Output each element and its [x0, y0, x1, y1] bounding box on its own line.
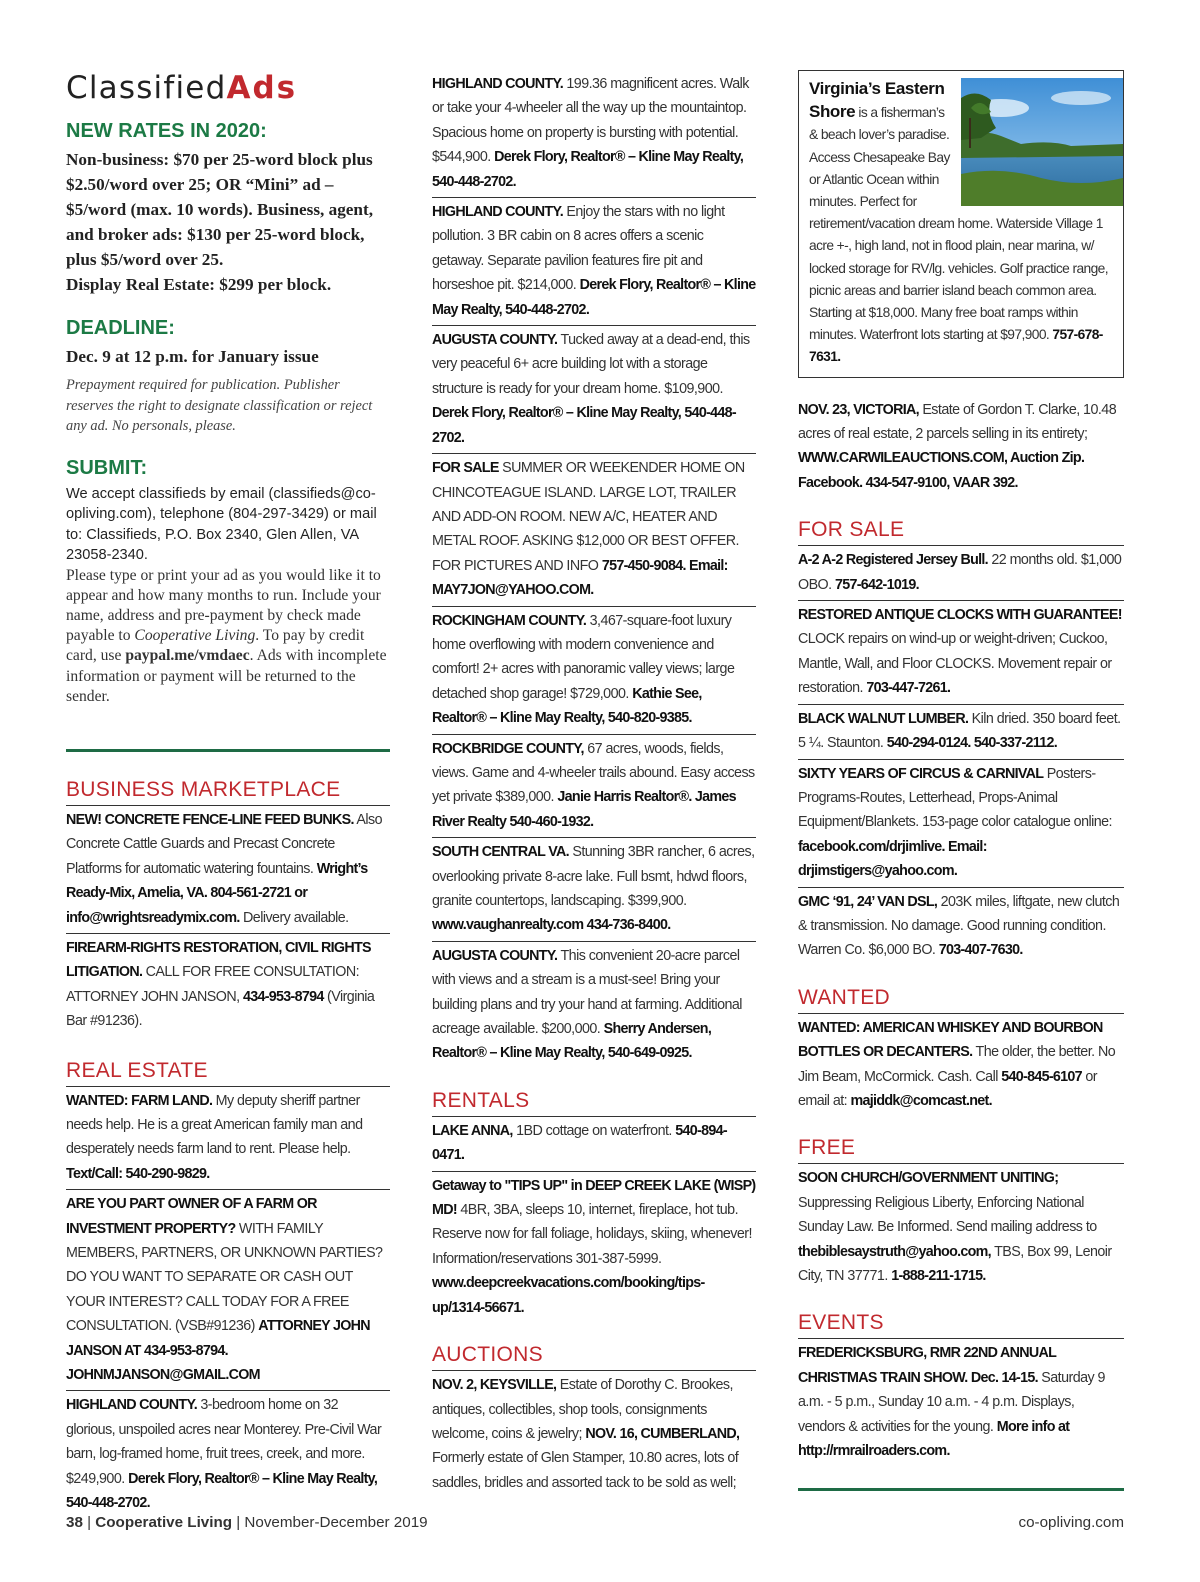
ad-text: 3,467-square-foot luxury home overflowing with modern convenience and comfort! 2+ acres with panoramic valley views; large detached shop garage! $729,000. [432, 612, 735, 702]
classified-ad [798, 1164, 1124, 1291]
classified-ad [66, 1087, 390, 1191]
eastern-shore-phone: 757-678-7631. [809, 327, 1103, 365]
classified-ad [432, 70, 756, 198]
auction-ad-text: Estate of Dorothy C. Brookes, antiques, collectibles, shop tools, consignments welcome, coins & jewelry; [432, 1377, 733, 1442]
deadline-note: Prepayment required for publication. Publisher reserves the right to designate classification or reject any ad. No personals, please. [66, 377, 373, 434]
masthead-ads: Ads [226, 70, 298, 106]
ad-text: SUMMER OR WEEKENDER HOME ON CHINCOTEAGUE ISLAND. LARGE LOT, TRAILER AND ADD-ON ROOM. NEW A/C, HEATER AND METAL ROOF. ASKING $12,000 OR BEST OFFER. FOR PICTURES AND INFO [432, 460, 745, 574]
eastern-shore-title-2: Shore [809, 102, 856, 122]
classified-ad [432, 735, 756, 839]
ad-text: Delivery available. [239, 909, 349, 926]
real-estate-ads-col1 [66, 1087, 390, 1519]
classified-ad [798, 546, 1124, 601]
website[interactable]: co-opliving.com [1018, 1514, 1124, 1531]
ad-highlight: SIXTY YEARS OF CIRCUS & CARNIVAL [798, 765, 1044, 782]
business-ads [66, 806, 390, 1037]
ad-text: Tucked away at a dead-end, this very peaceful 6+ acre building lot with a storage structure is ready for your dream home. $109,900. [432, 332, 750, 397]
ad-highlight: FOR SALE [432, 460, 499, 477]
display-rate: Display Real Estate: $299 per block. [66, 275, 332, 294]
classified-ad [432, 1172, 756, 1323]
column-2 [432, 70, 756, 1498]
ad-text: 203K miles, liftgate, new clutch & transmission. No damage. Good running condition. Warren Co. $6,000 BO. [798, 893, 1120, 959]
ad-highlight: AUGUSTA COUNTY. [432, 332, 558, 349]
ad-highlight: 540-894-0471. [432, 1122, 727, 1164]
eastern-shore-content [799, 78, 1123, 369]
ad-highlight: 757-642-1019. [834, 576, 919, 593]
auction-victoria-contact: Auction Zip. Facebook. 434-547-9100, VAAR 392. [798, 450, 1085, 491]
ad-highlight: ATTORNEY JOHN JANSON AT 434-953-8794. JOHNMJANSON@GMAIL.COM [66, 1318, 370, 1384]
eastern-shore-body: is a fisherman’s & beach lover’s paradise. Access Chesapeake Bay or Atlantic Ocean within minutes. Perfect for retirement/vacation dream home. Waterside Village 1 acre +-, high land, not in flood plain, near marina, w/ locked storage for RV/lg. vehicles. Golf practice range, picnic areas and barrier island beach common area. Starting at $18,000. Many free boat ramps within minutes. Waterfront lots starting at $97,900. [809, 105, 1108, 343]
ad-highlight: HIGHLAND COUNTY. [432, 76, 563, 92]
ad-highlight: Derek Flory, Realtor® – Kline May Realty, 540-448-2702. [66, 1470, 378, 1512]
classified-ad [432, 454, 756, 606]
ad-highlight: SOUTH CENTRAL VA. [432, 844, 569, 861]
ad-text: or email at: [798, 1068, 1097, 1109]
ad-highlight: RESTORED ANTIQUE CLOCKS WITH GUARANTEE! [798, 607, 1122, 624]
ad-highlight: Sherry Andersen, Realtor® – Kline May Realty, 540-649-0925. [432, 1021, 712, 1062]
ad-text: 4BR, 3BA, sleeps 10, internet, fireplace, hot tub. Reserve now for fall foliage, holidays, skiing, whenever! Information/reservations 301-387-5999. [432, 1202, 752, 1267]
ad-highlight: 540-294-0124. 540-337-2112. [886, 735, 1058, 752]
page-number: 38 [66, 1514, 83, 1531]
ad-highlight: 703-447-7261. [866, 680, 951, 697]
ad-highlight: AUGUSTA COUNTY. [432, 947, 558, 964]
classified-ad [798, 601, 1124, 705]
ad-text: 199.36 magnificent acres. Walk or take your 4-wheeler all the way up the mountaintop. Spacious home on property is bursting with potential. $544,900. [432, 76, 749, 166]
ad-highlight: More info at http://rmrailroaders.com. [798, 1418, 1070, 1460]
ad-highlight: ARE YOU PART OWNER OF A FARM OR INVESTMENT PROPERTY? [66, 1196, 317, 1237]
ad-highlight: WANTED: FARM LAND. [66, 1092, 213, 1109]
ad-highlight: ROCKBRIDGE COUNTY, [432, 740, 584, 757]
submit-heading: SUBMIT: [66, 456, 148, 479]
classified-ad [798, 1339, 1124, 1466]
eastern-shore-title: Virginia’s Eastern [809, 79, 945, 98]
footer-separator: | [82, 1514, 96, 1531]
page-footer [66, 1514, 1124, 1531]
ad-highlight: WANTED: AMERICAN WHISKEY AND BOURBON BOTTLES OR DECANTERS. [798, 1019, 1103, 1061]
auction-victoria-link[interactable]: WWW.CARWILEAUCTIONS.COM, [798, 450, 1008, 467]
ad-text: Posters-Programs-Routes, Letterhead, Props-Animal Equipment/Blankets. 153-page color catalogue online: [798, 765, 1112, 831]
deadline-date: Dec. 9 at 12 p.m. for January issue [66, 347, 319, 366]
footer-separator-2: | [232, 1514, 245, 1531]
ad-text: My deputy sheriff partner needs help. He is a great American family man and desperately needs farm land to rent. Please help. [66, 1092, 363, 1158]
business-marketplace-heading: BUSINESS MARKETPLACE [66, 778, 390, 806]
ad-highlight: 540-845-6107 [1001, 1068, 1082, 1085]
for-sale-ads [798, 546, 1124, 966]
ad-highlight: facebook.com/drjimlive. Email: drjimstigers@yahoo.com. [798, 838, 987, 880]
free-ads [798, 1164, 1124, 1291]
deadline-heading: DEADLINE: [66, 317, 175, 339]
submit-contact: We accept classifieds by email (classifieds@co-opliving.com), telephone (804-297-3429) or mail to: Classifieds, P.O. Box 2340, Glen Allen, VA 23058-2340. [66, 485, 377, 563]
classified-ad [432, 838, 756, 942]
ad-highlight: Derek Flory, Realtor® – Kline May Realty, 540-448-2702. [432, 149, 744, 190]
rentals-heading: RENTALS [432, 1089, 756, 1117]
classified-ad [798, 760, 1124, 888]
ad-highlight: www.deepcreekvacations.com/booking/tips-up/1314-56671. [432, 1275, 705, 1316]
ad-highlight: 703-407-7630. [938, 942, 1023, 959]
ad-highlight: FIREARM-RIGHTS RESTORATION, CIVIL RIGHTS LITIGATION. [66, 939, 371, 981]
ad-highlight: Text/Call: 540-290-9829. [66, 1165, 210, 1182]
masthead-classified: Classified [66, 70, 227, 106]
submit-instructions-b: . To pay by credit card, use [66, 627, 365, 665]
ad-text: Kiln dried. 350 board feet. 5 ¼. Staunton. [798, 710, 1121, 752]
classified-ad [432, 607, 756, 735]
eastern-shore-display-ad [798, 70, 1124, 378]
classified-ad [66, 1190, 390, 1391]
ad-text: Enjoy the stars with no light pollution. 3 BR cabin on 8 acres offers a scenic getaway. Separate pavilion features fire pit and horseshoe pit. $214,000. [432, 204, 725, 294]
ad-text: The older, the better. No Jim Beam, McCormick. Cash. Call [798, 1044, 1116, 1085]
classified-ad [432, 1117, 756, 1172]
auction-ad-title-2: NOV. 16, CUMBERLAND, [585, 1425, 740, 1442]
ad-highlight: HIGHLAND COUNTY. [66, 1397, 197, 1414]
auction-ad-title: NOV. 2, KEYSVILLE, [432, 1377, 557, 1394]
ad-highlight: 1-888-211-1715. [891, 1268, 986, 1285]
ad-highlight: FREDERICKSBURG, RMR 22ND ANNUAL CHRISTMAS TRAIN SHOW. Dec. 14-15. [798, 1345, 1056, 1386]
ad-text: Suppressing Religious Liberty, Enforcing National Sunday Law. Be Informed. Send mailing address to [798, 1194, 1097, 1236]
ad-highlight: 434-953-8794 [242, 988, 324, 1005]
auction-ad-text-2: Formerly estate of Glen Stamper, 10.80 acres, lots of saddles, bridles and assorted tack to be sold as well; [432, 1450, 739, 1491]
classified-ad [66, 934, 390, 1037]
submit-instructions-c: . Ads with incomplete information or payment will be returned to the sender. [66, 647, 387, 705]
ad-text: 3-bedroom home on 32 glorious, unspoiled acres near Monterey. Pre-Civil War barn, log-framed home, fruit trees, creek, and more. $249,900. [66, 1397, 382, 1487]
ad-highlight: majiddk@comcast.net. [850, 1092, 992, 1109]
rates-text: Non-business: $70 per 25-word block plus $2.50/word over 25; OR “Mini” ad – $5/word (max. 10 words). Business, agent, and broker ads: $130 per 25-word block, plus $5/word over 25. [66, 150, 373, 269]
masthead [66, 70, 390, 106]
wanted-heading: WANTED [798, 986, 1124, 1014]
ad-text: 1BD cottage on waterfront. [512, 1122, 676, 1139]
classified-ad [432, 942, 756, 1069]
classified-ad [66, 1391, 390, 1518]
ad-highlight: Kathie See, Realtor® – Kline May Realty, 540-820-9385. [432, 685, 702, 727]
classified-ad [798, 888, 1124, 966]
submit-instructions [66, 566, 390, 707]
ad-highlight: NEW! CONCRETE FENCE-LINE FEED BUNKS. [66, 811, 354, 828]
ad-text: This convenient 20-acre parcel with views and a stream is a must-see! Bring your building plans and try your hand at farming. Additional acreage available. $200,000. [432, 947, 742, 1038]
auction-ad [432, 1371, 756, 1498]
waterfront-photo [961, 78, 1123, 206]
ad-text: Also Concrete Cattle Guards and Precast Concrete Platforms for automatic watering fountains. [66, 811, 382, 877]
ad-text: 22 months old. $1,000 OBO. [798, 552, 1122, 593]
classified-ad [432, 326, 756, 454]
ad-highlight: Derek Flory, Realtor® – Kline May Realty, 540-448-2702. [432, 277, 756, 318]
ad-highlight: GMC ‘91, 24’ VAN DSL, [798, 893, 938, 910]
ad-text: Saturday 9 a.m. - 5 p.m., Sunday 10 a.m. - 4 p.m. Displays, vendors & activities for the young. [798, 1369, 1105, 1435]
ad-highlight: Janie Harris Realtor®. James River Realty 540-460-1932. [432, 789, 736, 830]
real-estate-ads-col2 [432, 70, 756, 1069]
ad-text: CALL FOR FREE CONSULTATION: ATTORNEY JOHN JANSON, [66, 964, 360, 1005]
wanted-ads [798, 1014, 1124, 1117]
ad-highlight: BLACK WALNUT LUMBER. [798, 710, 969, 727]
ad-highlight: A-2 A-2 Registered Jersey Bull. [798, 552, 988, 569]
ad-highlight: ROCKINGHAM COUNTY. [432, 612, 587, 629]
ad-text: WITH FAMILY MEMBERS, PARTNERS, OR UNKNOWN PARTIES? DO YOU WANT TO SEPARATE OR CASH OUT YOUR INTEREST? CALL TODAY FOR A FREE CONSULTATION. (VSB#91236) [66, 1220, 383, 1335]
waterfront-photo-image [961, 78, 1123, 206]
ad-text: (Virginia Bar #91236). [66, 988, 375, 1030]
ad-highlight: SOON CHURCH/GOVERNMENT UNITING; [798, 1170, 1059, 1187]
column-3 [798, 70, 1124, 1517]
events-heading: EVENTS [798, 1311, 1124, 1339]
ad-text: 67 acres, woods, fields, views. Game and 4-wheeler trails abound. Easy access yet private $389,000. [432, 740, 755, 806]
ad-text: TBS, Box 99, Lenoir City, TN 37771. [798, 1243, 1112, 1285]
auction-victoria-title: NOV. 23, VICTORIA, [798, 401, 919, 418]
ad-highlight: Getaway to "TIPS UP" in DEEP CREEK LAKE (WISP) MD! [432, 1177, 756, 1219]
publication-name: Cooperative Living [134, 627, 256, 645]
ad-highlight: thebiblesaystruth@yahoo.com, [798, 1243, 991, 1260]
submit-instructions-a: Please type or print your ad as you would like it to appear and how many months to run. Include your name, address and pre-payment by check made payable to [66, 566, 381, 645]
ad-highlight: 757-450-9084. Email: MAY7JON@YAHOO.COM. [432, 557, 728, 599]
classified-ad [432, 198, 756, 326]
publication-title: Cooperative Living [95, 1514, 233, 1531]
paypal-link[interactable]: paypal.me/vmdaec [125, 647, 250, 665]
rentals-ads [432, 1117, 756, 1323]
auction-ad-victoria [798, 396, 1124, 499]
ad-highlight: Derek Flory, Realtor® – Kline May Realty, 540-448-2702. [432, 405, 736, 446]
rates-heading: NEW RATES IN 2020: [66, 120, 267, 142]
ad-text: Stunning 3BR rancher, 6 acres, overlooking private 8-acre lake. Full bsmt, hdwd floors, granite countertops, landscaping. $399,900. [432, 844, 755, 909]
auction-victoria-text: Estate of Gordon T. Clarke, 10.48 acres of real estate, 2 parcels selling in its entirety; [798, 401, 1117, 443]
ad-highlight: HIGHLAND COUNTY. [432, 204, 563, 221]
events-ads [798, 1339, 1124, 1466]
column-1 [66, 70, 390, 1518]
auctions-heading: AUCTIONS [432, 1343, 756, 1371]
green-divider [66, 749, 390, 752]
classified-ad [798, 1014, 1124, 1117]
green-divider-right [798, 1488, 1124, 1491]
ad-highlight: LAKE ANNA, [432, 1122, 513, 1139]
classified-ad [798, 705, 1124, 760]
ad-text: CLOCK repairs on wind-up or weight-driven; Cuckoo, Mantle, Wall, and Floor CLOCKS. Movement repair or restoration. [798, 631, 1112, 697]
issue-date: November-December 2019 [244, 1514, 428, 1531]
classified-ad [66, 806, 390, 934]
for-sale-heading: FOR SALE [798, 518, 1124, 546]
ad-highlight: www.vaughanrealty.com 434-736-8400. [432, 917, 671, 934]
free-heading: FREE [798, 1136, 1124, 1164]
real-estate-heading: REAL ESTATE [66, 1059, 390, 1087]
ad-highlight: Wright’s Ready-Mix, Amelia, VA. 804-561-2721 or info@wrightsreadymix.com. [66, 860, 368, 926]
